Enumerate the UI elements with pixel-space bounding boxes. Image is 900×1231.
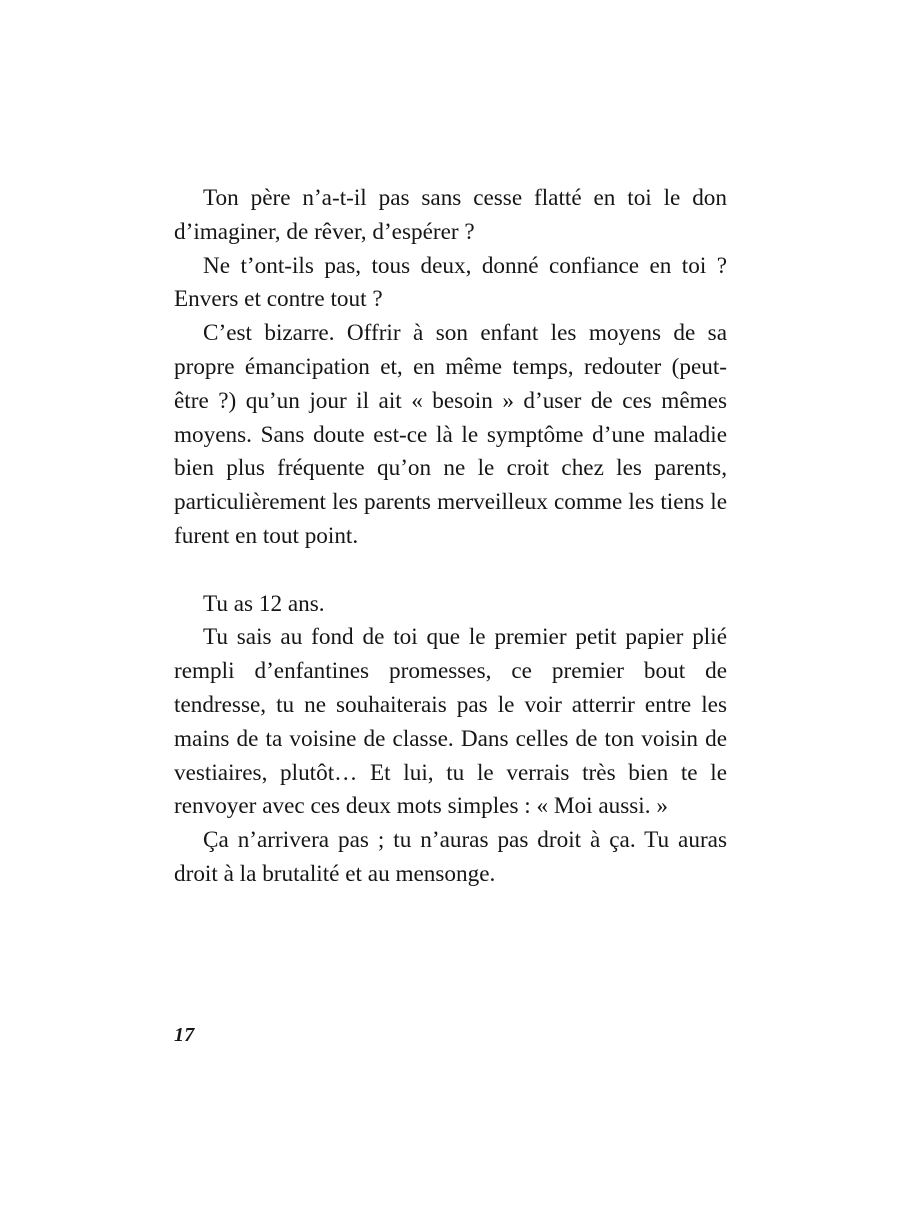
paragraph: Ça n’arrivera pas ; tu n’auras pas droit à ça. Tu auras droit à la brutalité et au mensonge. xyxy=(174,827,727,887)
paragraph: Ne t’ont-ils pas, tous deux, donné confiance en toi ? Envers et contre tout ? xyxy=(174,252,727,313)
page-text-block xyxy=(174,182,727,892)
paragraph: C’est bizarre. Offrir à son enfant les moyens de sa propre émancipation et, en même temps, redouter (peut-être ?) qu’un jour il ait « besoin » d’user de ces mêmes moyens. Sans doute est-ce là le symptôme d’une maladie bien plus fréquente qu’on ne le croit chez les parents, particulièrement les parents merveilleux comme les tiens le furent en tout point. xyxy=(174,320,727,549)
paragraph: Tu sais au fond de toi que le premier petit papier plié rempli d’enfantines promesses, ce premier bout de tendresse, tu ne souhaiterais pas le voir atterrir entre les mains de ta voisine de classe. Dans celles de ton voisin de vestiaires, plutôt… Et lui, tu le verrais très bien te le renvoyer avec ces deux mots simples : « Moi aussi. » xyxy=(174,624,727,820)
paragraph: Tu as 12 ans. xyxy=(203,590,325,617)
section-break xyxy=(174,554,727,588)
paragraph: Ton père n’a-t-il pas sans cesse flatté en toi le don d’imaginer, de rêver, d’espérer ? xyxy=(174,185,727,245)
page-number: 17 xyxy=(174,1024,195,1046)
